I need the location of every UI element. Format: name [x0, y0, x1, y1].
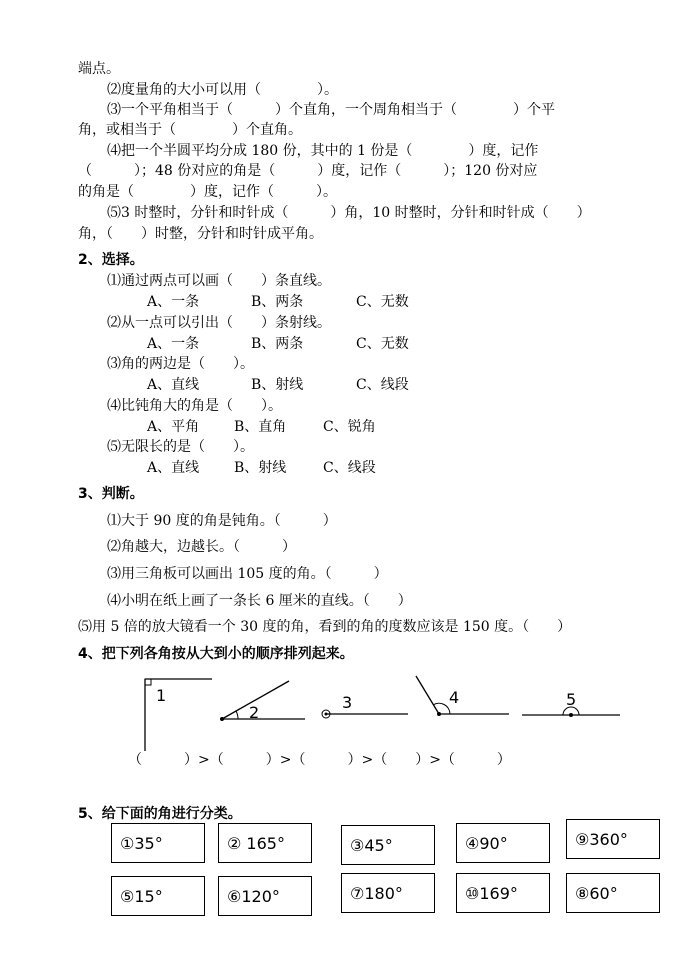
angle-box: ⑩169°	[456, 873, 550, 913]
question: ⑶角的两边是（ ）。	[107, 356, 254, 372]
option: A、一条	[147, 294, 200, 310]
angle-5-label: 5	[566, 690, 577, 709]
angle-box: ④90°	[456, 823, 550, 863]
angle-box: ⑨360°	[566, 819, 660, 859]
text-line: 的角是（ ）度，记作（ ）。	[78, 184, 337, 200]
text-line: ⑷把一个半圆平均分成 180 份，其中的 1 份是（ ）度，记作	[107, 143, 539, 159]
question: ⑴通过两点可以画（ ）条直线。	[107, 273, 331, 289]
text-line: ⑶一个平角相当于（ ）个直角，一个周角相当于（ ）个平	[107, 102, 555, 118]
vertex-dot	[325, 713, 328, 716]
angle-3-figure	[322, 710, 408, 718]
option: C、锐角	[323, 419, 376, 435]
angle-box: ⑦180°	[341, 873, 435, 913]
option: C、线段	[323, 460, 376, 476]
option: C、无数	[356, 336, 409, 352]
option: A、一条	[147, 336, 200, 352]
angle-1-label: 1	[156, 686, 167, 705]
option: A、平角	[147, 419, 200, 435]
text-line: （ ）；48 份对应的角是（ ）度，记作（ ）；120 份对应	[78, 163, 538, 179]
text-line: ⑵度量角的大小可以用（ ）。	[107, 82, 338, 98]
option: B、两条	[251, 336, 304, 352]
angle-box: ⑧60°	[566, 873, 660, 913]
option: B、射线	[251, 377, 304, 393]
option: B、两条	[251, 294, 304, 310]
angle-4-figure	[416, 676, 509, 714]
angle-2-label: 2	[249, 703, 260, 722]
question: ⑷比钝角大的角是（ ）。	[107, 398, 282, 414]
angle-box: ①35°	[111, 823, 205, 863]
angle-box: ③45°	[341, 825, 435, 865]
question: ⑵从一点可以引出（ ）条射线。	[107, 315, 331, 331]
vertex-dot	[569, 713, 573, 717]
order-answer-line: （ ）>（ ）>（ ）>（ ）>（ ）	[128, 752, 511, 768]
question: ⑶用三角板可以画出 105 度的角。（ ）	[107, 566, 388, 582]
angle-box: ⑥120°	[218, 876, 312, 916]
option: C、线段	[356, 377, 409, 393]
angle-box: ⑤15°	[111, 876, 205, 916]
text-line: 角，（ ）时整，分针和时针成平角。	[78, 226, 323, 242]
text-line: ⑸3 时整时，分针和时针成（ ）角，10 时整时，分针和时针成（ ）	[107, 205, 591, 221]
text-line: 角，或相当于（ ）个直角。	[78, 122, 302, 138]
section-title: 3、判断。	[78, 486, 144, 502]
angle-4-label: 4	[449, 688, 460, 707]
section-title: 2、选择。	[78, 252, 144, 268]
question: ⑸用 5 倍的放大镜看一个 30 度的角，看到的角的度数应该是 150 度。（ ）	[78, 619, 572, 635]
option: B、射线	[234, 460, 287, 476]
option: A、直线	[147, 460, 200, 476]
angle-box: ② 165°	[218, 823, 312, 863]
question: ⑴大于 90 度的角是钝角。（ ）	[107, 513, 337, 529]
angle-2-figure	[222, 681, 305, 719]
option: A、直线	[147, 377, 200, 393]
angle-3-label: 3	[342, 693, 353, 712]
section-title: 4、把下列各角按从大到小的顺序排列起来。	[78, 646, 354, 662]
vertex-dot	[220, 717, 224, 721]
question: ⑵角越大，边越长。（ ）	[107, 539, 296, 555]
section-title: 5、给下面的角进行分类。	[78, 806, 242, 822]
option: C、无数	[356, 294, 409, 310]
option: B、直角	[234, 419, 287, 435]
question: ⑸无限长的是（ ）。	[107, 439, 254, 455]
vertex-dot	[437, 712, 441, 716]
text-line: 端点。	[78, 61, 120, 77]
question: ⑷小明在纸上画了一条长 6 厘米的直线。（ ）	[107, 593, 412, 609]
